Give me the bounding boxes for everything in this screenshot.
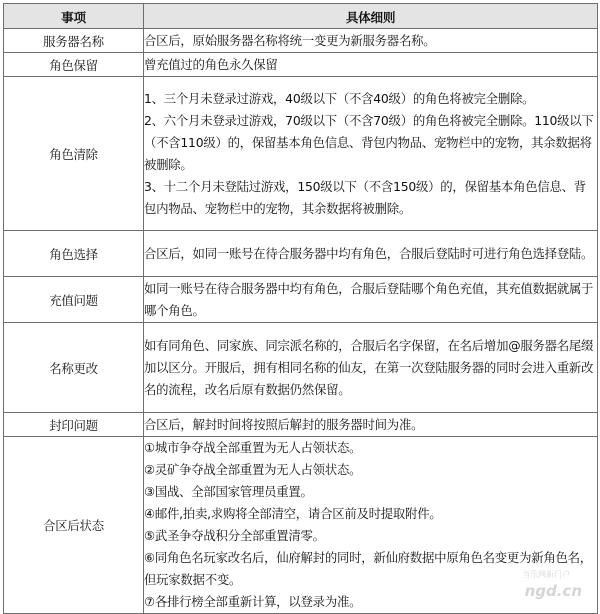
row-detail-rename: 如有同角色、同家族、同宗派名称的，合服后名字保留，在名后增加@服务器名尾缀加以区分。开服后，拥有相同名称的仙友，在第一次登陆服务器的同时会进入重新改名的流程，改名后原有数据仍然保留。 [144,323,598,413]
row-detail-keep-role: 曾充值过的角色永久保留 [144,53,598,77]
after-merge-line: ③国战、全部国家管理员重置。 [144,484,313,499]
watermark-text: ngd.cn [524,582,582,600]
table-row [4,29,598,53]
table-row [4,53,598,77]
after-merge-line: ④邮件,拍卖,求购将全部清空，请合区前及时提取附件。 [144,506,442,521]
row-detail-seal: 合区后，解封时间将按照后解封的服务器时间为准。 [144,413,598,437]
merge-rules-table [3,3,598,614]
clear-role-line: 3、十二个月未登陆过游戏，150级以下（不含150级）的，保留基本角色信息、背包内物品、宠物栏中的宠物，其余数据将被删除。 [144,178,586,216]
row-item-clear-role: 角色清除 [4,77,144,231]
table-row [4,277,598,323]
row-item-keep-role: 角色保留 [4,53,144,77]
after-merge-line: ②灵矿争夺战全部重置为无人占领状态。 [144,462,362,477]
row-detail-recharge: 如同一账号在待合服务器中均有角色，合服后登陆哪个角色充值，其充值数据就属于哪个角色。 [144,277,598,323]
clear-role-line: 2、六个月未登录过游戏，70级以下（不含70级）的角色将被完全删除。110级以下（不含110级）的，保留基本角色信息、背包内物品、宠物栏中的宠物，其余数据将被删除。 [144,112,594,172]
row-item-seal: 封印问题 [4,413,144,437]
header-item: 事项 [4,4,144,29]
row-item-choose-role: 角色选择 [4,231,144,277]
watermark-subtitle: 当乐网新门户 [522,570,570,579]
table-header-row [4,4,598,29]
table-row [4,77,598,231]
table-row [4,437,598,614]
header-detail: 具体细则 [144,4,598,29]
after-merge-line: ⑦各排行榜全部重新计算，以登录为准。 [144,594,362,609]
row-detail-server-name: 合区后，原始服务器名称将统一变更为新服务器名称。 [144,29,598,53]
after-merge-line: ①城市争夺战全部重置为无人占领状态。 [144,440,362,455]
table-row [4,413,598,437]
row-item-server-name: 服务器名称 [4,29,144,53]
clear-role-line: 1、三个月未登录过游戏，40级以下（不含40级）的角色将被完全删除。 [144,90,535,106]
row-item-rename: 名称更改 [4,323,144,413]
after-merge-line: ⑤武圣争夺战积分全部重置清零。 [144,528,325,543]
row-item-recharge: 充值问题 [4,277,144,323]
row-detail-clear-role [144,77,598,231]
row-item-after-merge: 合区后状态 [4,437,144,614]
table-row [4,231,598,277]
table-row [4,323,598,413]
after-merge-line: ⑥同角色名玩家改名后，仙府解封的同时，新仙府数据中原角色名变更为新角色名，但玩家数据不变。 [144,550,592,587]
row-detail-choose-role: 合区后，如同一账号在待合服务器中均有角色，合服后登陆时可进行角色选择登陆。 [144,231,598,277]
